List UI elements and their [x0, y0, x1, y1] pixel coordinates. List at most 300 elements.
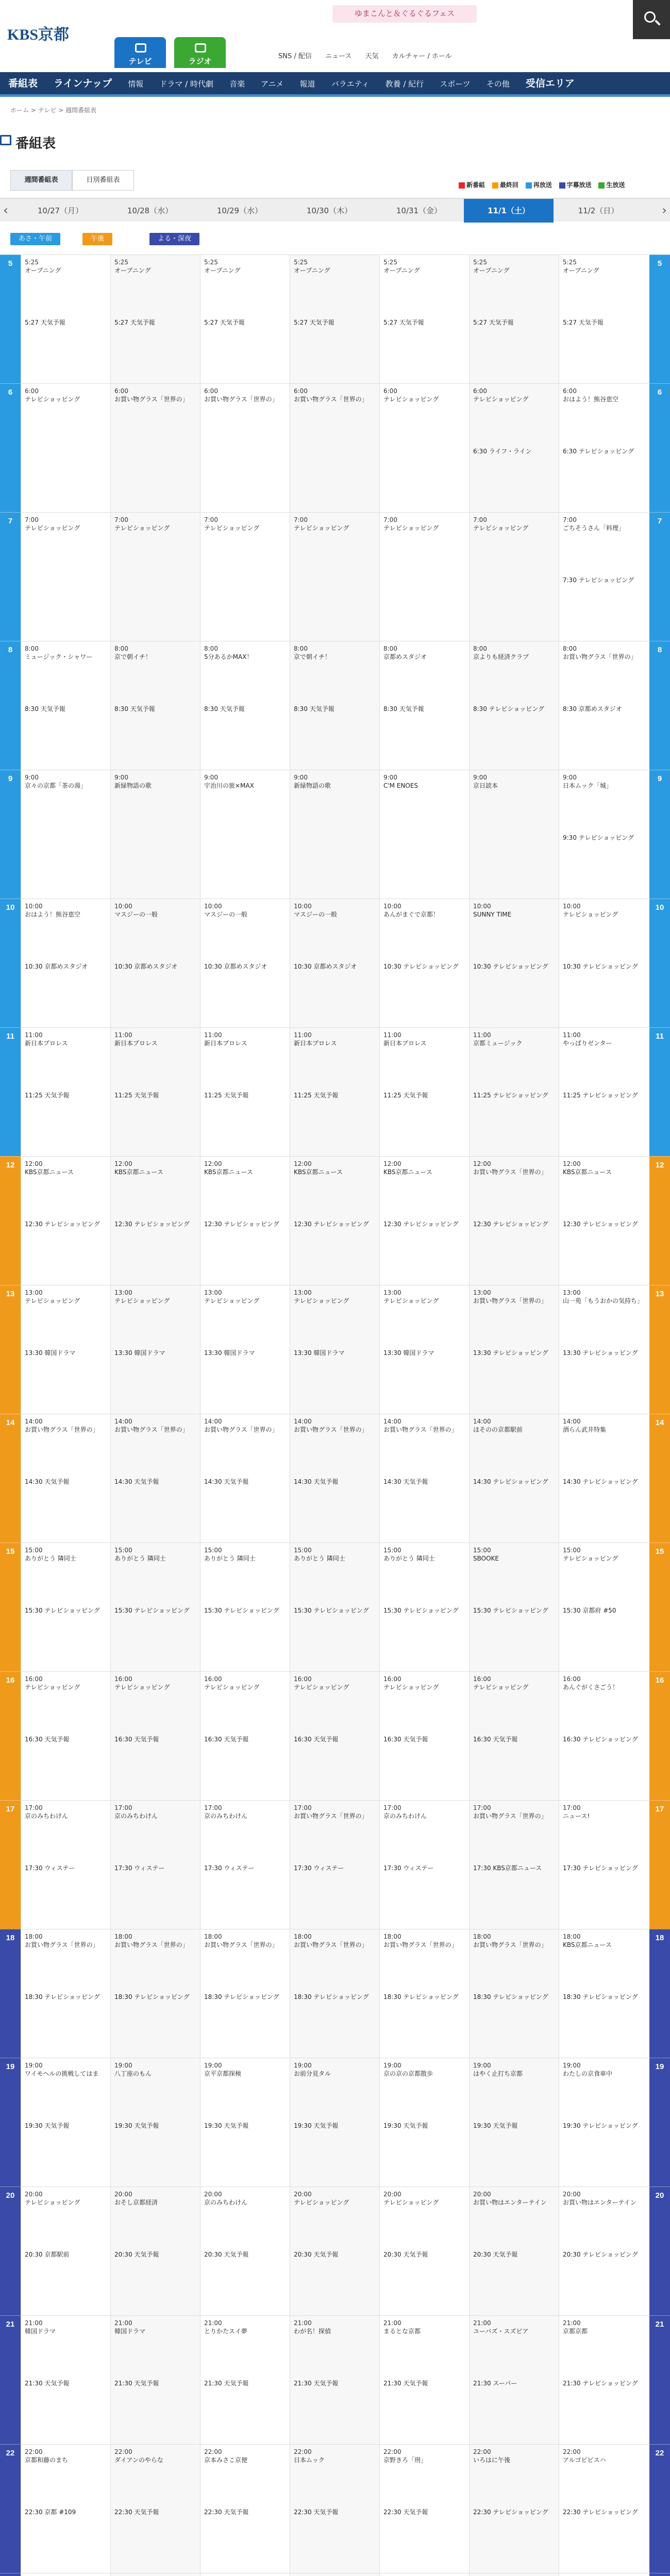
program-cell[interactable]	[290, 2315, 379, 2444]
program-sub: 18:30 テレビショッピング	[204, 1993, 279, 2001]
program-cell[interactable]	[200, 2058, 290, 2187]
program-cell[interactable]	[200, 2444, 290, 2573]
program-time: 15:00	[563, 1547, 581, 1554]
program-cell[interactable]	[290, 1929, 379, 2058]
program-cell[interactable]	[290, 1156, 379, 1285]
program-sub: 11:25 テレビショッピング	[473, 1092, 548, 1099]
program-cell[interactable]	[559, 641, 649, 770]
program-sub: 8:30 天気予報	[25, 705, 65, 713]
program-cell[interactable]	[110, 641, 200, 770]
program-cell[interactable]	[469, 2187, 559, 2315]
program-cell[interactable]	[379, 899, 469, 1027]
program-cell[interactable]	[110, 899, 200, 1027]
program-cell[interactable]	[110, 1671, 200, 1800]
program-time: 21:00	[383, 2319, 401, 2327]
program-cell[interactable]	[21, 770, 110, 899]
program-time: 11:00	[563, 1031, 581, 1039]
day-4[interactable]: 10/31（金）	[396, 206, 442, 215]
program-sub: 12:30 テレビショッピング	[294, 1221, 369, 1228]
tab-tv[interactable]: テレビ	[114, 37, 166, 68]
program-sub: 19:30 天気予報	[383, 2122, 428, 2129]
nav-info[interactable]: 情報	[128, 79, 144, 89]
program-title: テレビショッピング	[114, 1297, 170, 1304]
next-week-arrow[interactable]: ›	[662, 203, 667, 217]
program-cell[interactable]	[559, 2444, 649, 2573]
program-title: おはよう！熊谷恵空	[563, 396, 619, 403]
program-cell[interactable]	[379, 1027, 469, 1156]
program-cell[interactable]	[110, 512, 200, 641]
program-cell[interactable]	[379, 2444, 469, 2573]
day-5[interactable]: 11/1（土）	[464, 199, 554, 223]
program-cell[interactable]	[200, 1543, 290, 1671]
program-time: 19:00	[383, 2062, 401, 2069]
program-time: 19:00	[114, 2062, 132, 2069]
program-time: 17:00	[473, 1804, 491, 1811]
program-cell[interactable]	[110, 2058, 200, 2187]
program-title: オープニング	[563, 267, 599, 274]
period-afternoon[interactable]: 午後	[82, 233, 112, 245]
program-time: 18:00	[563, 1933, 581, 1940]
program-cell[interactable]	[200, 2315, 290, 2444]
hour-label-15-R: 15	[649, 1543, 670, 1671]
main-nav	[0, 72, 670, 97]
program-title: 京の京の京都散歩	[383, 2070, 433, 2077]
program-sub: 5:27 天気予報	[114, 319, 155, 326]
program-sub: 8:30 天気予報	[114, 705, 155, 713]
program-title: オープニング	[25, 267, 61, 274]
program-time: 10:00	[383, 903, 401, 910]
program-sub: 13:30 韓国ドラマ	[383, 1349, 434, 1357]
program-sub: 21:30 天気予報	[114, 2380, 159, 2387]
program-time: 10:00	[563, 903, 581, 910]
program-title: テレビショッピング	[473, 396, 529, 403]
nav-schedule[interactable]: 番組表	[8, 78, 38, 89]
program-cell[interactable]	[379, 255, 469, 383]
hour-label-21-L: 21	[0, 2315, 21, 2444]
program-time: 15:00	[383, 1547, 401, 1554]
program-sub: 17:30 ウィステー	[294, 1865, 344, 1872]
program-cell[interactable]	[21, 1156, 110, 1285]
program-title: とりかたスイ夢	[204, 2328, 247, 2335]
program-cell[interactable]	[21, 2058, 110, 2187]
program-time: 8:00	[383, 645, 397, 652]
program-cell[interactable]	[469, 1156, 559, 1285]
program-cell[interactable]	[469, 770, 559, 899]
program-cell[interactable]	[200, 1929, 290, 2058]
program-cell[interactable]	[110, 1156, 200, 1285]
program-title: KBS京都ニュース	[25, 1168, 74, 1176]
program-cell[interactable]	[559, 899, 649, 1027]
program-time: 22:00	[563, 2448, 581, 2455]
program-cell[interactable]	[290, 255, 379, 383]
program-cell[interactable]	[379, 1671, 469, 1800]
program-time: 14:00	[204, 1418, 222, 1425]
nav-culture[interactable]: 教養 / 紀行	[385, 79, 424, 89]
program-sub: 15:30 テレビショッピング	[25, 1607, 100, 1614]
program-time: 21:00	[563, 2319, 581, 2327]
program-cell[interactable]	[110, 1929, 200, 2058]
program-cell[interactable]	[21, 1285, 110, 1414]
program-cell[interactable]	[469, 1929, 559, 2058]
program-title: 新日本プロレス	[383, 1040, 427, 1047]
program-cell[interactable]	[200, 1285, 290, 1414]
program-cell[interactable]	[559, 2315, 649, 2444]
program-cell[interactable]	[379, 2058, 469, 2187]
program-time: 16:00	[383, 1675, 401, 1683]
program-title: テレビショッピング	[383, 1684, 439, 1691]
program-title: テレビショッピング	[294, 1297, 349, 1304]
program-cell[interactable]	[559, 383, 649, 512]
program-cell[interactable]	[379, 770, 469, 899]
program-time: 22:00	[25, 2448, 43, 2455]
program-cell[interactable]	[379, 2315, 469, 2444]
nav-area[interactable]: 受信エリア	[525, 78, 575, 89]
program-cell[interactable]	[21, 512, 110, 641]
program-cell[interactable]	[200, 1414, 290, 1543]
program-cell[interactable]	[469, 2573, 559, 2576]
program-cell[interactable]	[110, 2315, 200, 2444]
top-link-culture[interactable]: カルチャー / ホール	[392, 53, 452, 60]
program-sub: 12:30 テレビショッピング	[204, 1221, 279, 1228]
program-time: 10:00	[114, 903, 132, 910]
legend-rerun: 再放送	[526, 181, 552, 189]
hour-label-9-L: 9	[0, 770, 21, 899]
program-cell[interactable]	[469, 1414, 559, 1543]
program-cell[interactable]	[379, 2573, 469, 2576]
program-cell[interactable]	[379, 2187, 469, 2315]
top-link-news[interactable]: ニュース	[325, 53, 352, 60]
program-sub: 13:30 韓国ドラマ	[204, 1349, 255, 1357]
prev-week-arrow[interactable]: ‹	[3, 203, 8, 217]
program-time: 18:00	[25, 1933, 43, 1940]
program-time: 6:00	[563, 387, 577, 395]
day-2[interactable]: 10/29（水）	[216, 206, 263, 215]
program-time: 17:00	[114, 1804, 132, 1811]
program-time: 19:00	[473, 2062, 491, 2069]
program-cell[interactable]	[559, 255, 649, 383]
nav-news[interactable]: 報道	[299, 79, 315, 89]
program-cell[interactable]	[200, 255, 290, 383]
program-sub: 22:30 テレビショッピング	[473, 2509, 548, 2516]
hour-label-5-R: 5	[649, 255, 670, 383]
program-cell[interactable]	[469, 2444, 559, 2573]
program-sub: 18:30 テレビショッピング	[114, 1993, 190, 2001]
program-cell[interactable]	[110, 1027, 200, 1156]
program-time: 15:00	[204, 1547, 222, 1554]
hour-label-6-R: 6	[649, 383, 670, 512]
program-cell[interactable]	[290, 770, 379, 899]
program-cell[interactable]	[21, 1027, 110, 1156]
program-title: 京のみちわけん	[383, 1812, 427, 1820]
program-cell[interactable]	[290, 1285, 379, 1414]
program-cell[interactable]	[290, 1543, 379, 1671]
program-time: 14:00	[563, 1418, 581, 1425]
search-button[interactable]	[633, 0, 670, 39]
program-sub: 19:30 天気予報	[25, 2122, 70, 2129]
program-cell[interactable]	[290, 1671, 379, 1800]
program-sub: 19:30 天気予報	[204, 2122, 249, 2129]
program-time: 5:25	[114, 259, 128, 266]
program-cell[interactable]	[469, 899, 559, 1027]
program-cell[interactable]	[559, 1671, 649, 1800]
program-sub: 22:30 天気予報	[204, 2509, 249, 2516]
program-cell[interactable]	[21, 1543, 110, 1671]
program-cell[interactable]	[200, 2573, 290, 2576]
program-sub: 20:30 天気予報	[473, 2251, 518, 2258]
program-sub: 20:30 京都駅前	[25, 2251, 70, 2258]
program-cell[interactable]	[200, 1671, 290, 1800]
program-cell[interactable]	[559, 1285, 649, 1414]
program-title: 京のみちわけん	[25, 1812, 69, 1820]
program-cell[interactable]	[379, 383, 469, 512]
program-cell[interactable]	[559, 1156, 649, 1285]
program-cell[interactable]	[469, 2058, 559, 2187]
program-time: 22:00	[294, 2448, 312, 2455]
program-sub: 19:30 テレビショッピング	[563, 2122, 638, 2129]
program-sub: 15:30 テレビショッピング	[383, 1607, 459, 1614]
program-cell[interactable]	[110, 2187, 200, 2315]
program-title: テレビショッピング	[294, 1684, 349, 1691]
program-time: 14:00	[114, 1418, 132, 1425]
program-time: 21:00	[294, 2319, 312, 2327]
program-title: マスジーの一般	[204, 911, 248, 918]
station-logo[interactable]: KBS京都	[7, 26, 70, 43]
program-title: 新日本プロレス	[294, 1040, 337, 1047]
program-sub: 21:30 天気予報	[204, 2380, 249, 2387]
program-cell[interactable]	[21, 641, 110, 770]
hour-label-11-R: 11	[649, 1027, 670, 1156]
program-cell[interactable]	[379, 512, 469, 641]
nav-music[interactable]: 音楽	[229, 79, 245, 89]
program-cell[interactable]	[200, 1156, 290, 1285]
period-morning[interactable]: あさ・午前	[10, 233, 60, 245]
program-cell[interactable]	[559, 1027, 649, 1156]
program-title: KBS京都ニュース	[294, 1168, 343, 1176]
program-cell[interactable]	[290, 383, 379, 512]
program-cell[interactable]	[469, 1285, 559, 1414]
legend-subtitle: 字幕放送	[559, 181, 592, 189]
program-cell[interactable]	[290, 2058, 379, 2187]
program-time: 8:00	[25, 645, 39, 652]
program-time: 16:00	[204, 1675, 222, 1683]
program-cell[interactable]	[21, 2315, 110, 2444]
nav-lineup[interactable]: ラインナップ	[54, 78, 112, 89]
program-time: 13:00	[204, 1289, 222, 1296]
program-cell[interactable]	[290, 1027, 379, 1156]
day-6[interactable]: 11/2（日）	[578, 206, 619, 215]
program-title: あんがまぐで京都！	[383, 911, 440, 918]
program-title: 京のみちわけん	[204, 1812, 248, 1820]
nav-anime[interactable]: アニメ	[261, 79, 284, 89]
program-cell[interactable]	[469, 255, 559, 383]
program-time: 13:00	[25, 1289, 43, 1296]
program-cell[interactable]	[200, 641, 290, 770]
program-sub: 11:25 天気予報	[114, 1092, 159, 1099]
program-sub: 18:30 テレビショッピング	[563, 1993, 638, 2001]
program-cell[interactable]	[110, 1414, 200, 1543]
program-cell[interactable]	[110, 1543, 200, 1671]
program-cell[interactable]	[21, 899, 110, 1027]
program-cell[interactable]	[469, 641, 559, 770]
search-icon	[644, 11, 656, 23]
program-cell[interactable]	[21, 255, 110, 383]
program-cell[interactable]	[290, 2187, 379, 2315]
program-cell[interactable]	[469, 1027, 559, 1156]
program-cell[interactable]	[21, 1929, 110, 2058]
hour-label-9-R: 9	[649, 770, 670, 899]
nav-other[interactable]: その他	[486, 79, 510, 89]
program-title: 酒らん武井特集	[563, 1426, 607, 1433]
program-cell[interactable]	[559, 1543, 649, 1671]
hour-label-13-L: 13	[0, 1285, 21, 1414]
program-cell[interactable]	[469, 1800, 559, 1929]
program-sub: 17:30 ウィステー	[204, 1865, 255, 1872]
program-cell[interactable]	[290, 2444, 379, 2573]
program-cell[interactable]	[290, 899, 379, 1027]
program-title: お買い物グラス「世界の」	[473, 1168, 547, 1176]
program-time: 18:00	[204, 1933, 222, 1940]
promo-banner[interactable]: ゆまこんと＆ぐるぐるフェス	[332, 5, 477, 23]
program-cell[interactable]	[110, 255, 200, 383]
program-cell[interactable]	[21, 1800, 110, 1929]
program-sub: 13:30 テレビショッピング	[473, 1349, 548, 1357]
program-time: 14:00	[294, 1418, 312, 1425]
program-sub: 22:30 天気予報	[114, 2509, 159, 2516]
program-cell[interactable]	[21, 1671, 110, 1800]
day-header	[0, 198, 670, 222]
site-header	[0, 0, 670, 72]
program-title: お買い物グラス「世界の」	[473, 1812, 547, 1820]
program-cell[interactable]	[21, 2187, 110, 2315]
program-cell[interactable]	[200, 1027, 290, 1156]
period-night[interactable]: よる・深夜	[149, 233, 199, 245]
radio-icon	[195, 43, 206, 53]
program-cell[interactable]	[290, 1414, 379, 1543]
nav-drama[interactable]: ドラマ / 時代劇	[159, 79, 213, 89]
program-cell[interactable]	[559, 2058, 649, 2187]
nav-variety[interactable]: バラエティ	[331, 79, 370, 89]
program-cell[interactable]	[200, 899, 290, 1027]
nav-sports[interactable]: スポーツ	[440, 79, 471, 89]
hour-label-8-R: 8	[649, 641, 670, 770]
program-cell[interactable]	[200, 2187, 290, 2315]
program-title: 京都京都	[563, 2328, 588, 2335]
program-cell[interactable]	[379, 1543, 469, 1671]
program-cell[interactable]	[559, 512, 649, 641]
program-sub: 9:30 テレビショッピング	[563, 834, 634, 841]
program-time: 7:00	[473, 516, 487, 523]
program-cell[interactable]	[200, 512, 290, 641]
day-3[interactable]: 10/30（木）	[306, 206, 353, 215]
program-cell[interactable]	[110, 1800, 200, 1929]
program-sub: 14:30 天気予報	[294, 1478, 339, 1485]
program-cell[interactable]	[469, 1543, 559, 1671]
program-title: KBS京都ニュース	[563, 1168, 612, 1176]
program-cell[interactable]	[469, 383, 559, 512]
program-cell[interactable]	[469, 512, 559, 641]
hour-label-21-R: 21	[649, 2315, 670, 2444]
program-sub: 14:30 天気予報	[204, 1478, 249, 1485]
program-sub: 18:30 テレビショッピング	[25, 1993, 100, 2001]
program-cell[interactable]	[21, 1414, 110, 1543]
program-cell[interactable]	[559, 1414, 649, 1543]
top-link-sns[interactable]: SNS / 配信	[278, 53, 312, 60]
program-cell[interactable]	[200, 383, 290, 512]
program-time: 19:00	[204, 2062, 222, 2069]
program-title: ユーバズ・スズピア	[473, 2328, 529, 2335]
tab-weekly[interactable]: 週間番組表	[10, 170, 72, 191]
program-cell[interactable]	[290, 512, 379, 641]
program-cell[interactable]	[290, 1800, 379, 1929]
program-title: KBS京都ニュース	[114, 1168, 163, 1176]
day-1[interactable]: 10/28（水）	[127, 206, 173, 215]
program-title: 韓国ドラマ	[114, 2328, 146, 2335]
program-sub: 8:30 天気予報	[383, 705, 424, 713]
program-cell[interactable]	[21, 383, 110, 512]
program-cell[interactable]	[559, 1929, 649, 2058]
hour-label-12-R: 12	[649, 1156, 670, 1285]
program-cell[interactable]	[21, 2573, 110, 2576]
hour-label-15-L: 15	[0, 1543, 21, 1671]
program-time: 18:00	[114, 1933, 132, 1940]
program-cell[interactable]	[559, 2573, 649, 2576]
program-cell[interactable]	[469, 2315, 559, 2444]
program-cell[interactable]	[21, 2444, 110, 2573]
program-cell[interactable]	[110, 770, 200, 899]
program-sub: 11:25 天気予報	[294, 1092, 339, 1099]
tab-radio[interactable]: ラジオ	[174, 37, 226, 68]
program-cell[interactable]	[110, 1285, 200, 1414]
program-cell[interactable]	[200, 1800, 290, 1929]
program-cell[interactable]	[469, 1671, 559, 1800]
hour-label-16-L: 16	[0, 1671, 21, 1800]
program-cell[interactable]	[559, 1800, 649, 1929]
program-sub: 18:30 テレビショッピング	[473, 1993, 548, 2001]
program-title: 山一苑「もうおかの気持ち」	[563, 1297, 644, 1304]
program-cell[interactable]	[379, 1414, 469, 1543]
program-title: 韓国ドラマ	[25, 2328, 56, 2335]
program-cell[interactable]	[379, 641, 469, 770]
program-cell[interactable]	[379, 1285, 469, 1414]
program-sub: 17:30 テレビショッピング	[563, 1865, 638, 1872]
legend-final: 最終回	[492, 181, 518, 189]
program-cell[interactable]	[110, 383, 200, 512]
program-cell[interactable]	[379, 1929, 469, 2058]
program-sub: 17:30 KBS京都ニュース	[473, 1865, 542, 1872]
top-link-weather[interactable]: 天気	[365, 53, 379, 60]
program-title: 京野きろ「刑」	[383, 2456, 427, 2464]
program-time: 16:00	[25, 1675, 43, 1683]
program-cell[interactable]	[379, 1800, 469, 1929]
program-cell[interactable]	[290, 2573, 379, 2576]
program-cell[interactable]	[110, 2573, 200, 2576]
program-sub: 21:30 スーパー	[473, 2380, 517, 2387]
program-sub: 21:30 テレビショッピング	[563, 2380, 638, 2387]
program-time: 12:00	[473, 1160, 491, 1167]
program-cell[interactable]	[379, 1156, 469, 1285]
program-cell[interactable]	[559, 2187, 649, 2315]
program-sub: 20:30 天気予報	[114, 2251, 159, 2258]
program-title: おはよう！熊谷恵空	[25, 911, 81, 918]
program-cell[interactable]	[559, 770, 649, 899]
program-cell[interactable]	[290, 641, 379, 770]
program-cell[interactable]	[110, 2444, 200, 2573]
day-0[interactable]: 10/27（月）	[37, 206, 83, 215]
program-time: 5:25	[563, 259, 577, 266]
tab-daily[interactable]: 日別番組表	[72, 170, 134, 191]
legend-live: 生放送	[598, 181, 625, 189]
program-cell[interactable]	[200, 770, 290, 899]
